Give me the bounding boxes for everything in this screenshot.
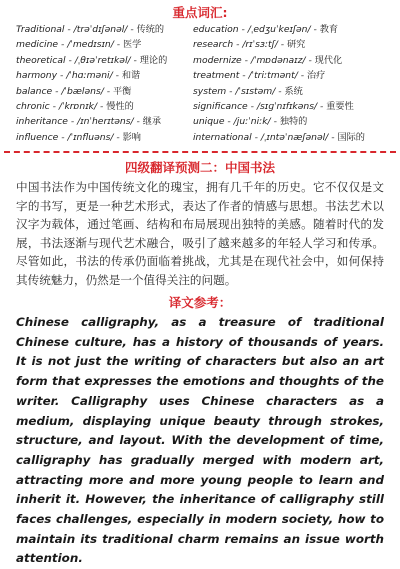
vocab-item: medicine - /ˈmedɪsɪn/ - 医学: [16, 39, 142, 51]
vocab-meaning: 治疗: [306, 70, 326, 82]
vocab-item: system - /ˈsɪstəm/ - 系统: [193, 85, 303, 97]
vocab-item: research - /rɪˈsɜːtʃ/ - 研究: [193, 39, 306, 51]
vocab-meaning: 研究: [286, 39, 306, 51]
vocab-meaning: 现代化: [314, 54, 343, 66]
vocab-item: significance - /sɪɡˈnɪfɪkəns/ - 重要性: [193, 101, 354, 113]
vocab-item: Traditional - /trəˈdɪʃənəl/ - 传统的: [16, 24, 165, 35]
vocab-item: influence - /ˈɪnfluəns/ - 影响: [16, 131, 141, 143]
vocab-item: modernize - /ˈmɒdənaɪz/ - 现代化: [193, 54, 343, 66]
vocab-word: research: [193, 39, 234, 51]
vocab-word: medicine: [16, 39, 59, 51]
vocab-meaning: 医学: [122, 39, 142, 51]
vocab-word: system: [193, 85, 227, 97]
vocab-phonetic: /ˈsɪstəm/: [235, 85, 276, 97]
vocab-item: unique - /juːˈniːk/ - 独特的: [193, 116, 308, 128]
vocab-word: theoretical: [16, 54, 66, 66]
vocab-list: [16, 22, 386, 145]
vocab-phonetic: /ˈmɒdənaɪz/: [250, 54, 306, 66]
vocab-meaning: 和谐: [121, 70, 141, 82]
vocab-word: treatment: [193, 70, 240, 82]
vocab-phonetic: /ˈhɑːməni/: [66, 70, 113, 82]
vocab-item: harmony - /ˈhɑːməni/ - 和谐: [16, 70, 141, 82]
vocab-word: unique: [193, 116, 225, 128]
vocab-meaning: 系统: [284, 85, 303, 97]
reference-heading: 译文参考：: [168, 295, 232, 310]
vocab-word: chronic: [16, 101, 50, 113]
vocab-heading: 重点词汇:: [172, 5, 228, 20]
vocab-item: chronic - /ˈkrɒnɪk/ - 慢性的: [16, 101, 134, 113]
vocab-word: harmony: [16, 70, 58, 82]
vocab-phonetic: /ɪnˈherɪtəns/: [77, 116, 134, 128]
vocab-phonetic: /ˈmedɪsɪn/: [67, 39, 114, 51]
vocab-meaning: 继承: [142, 116, 162, 128]
vocab-meaning: 慢性的: [106, 101, 134, 113]
vocab-word: balance: [16, 85, 53, 97]
vocab-word: significance: [193, 101, 248, 113]
vocab-phonetic: /juːˈniːk/: [233, 116, 271, 128]
vocab-item: inheritance - /ɪnˈherɪtəns/ - 继承: [16, 116, 162, 128]
vocab-meaning: 国际的: [337, 131, 365, 143]
vocab-phonetic: /ˌθɪəˈretɪkəl/: [74, 54, 131, 66]
vocab-meaning: 理论的: [139, 54, 168, 66]
vocab-word: international: [193, 131, 252, 143]
english-passage: Chinese calligraphy, as a treasure of traditional Chinese culture, has a history of thousands of years. It is not just the writing of characters but also an art form that expresses the emotions and thoughts of the writer. Calligraphy uses Chinese characters as a medium, displaying unique beauty through strokes, structure, and layout. With the development of time, calligraphy has gradually merged with modern art, attracting more and more young people to learn and inherit it. However, the inheritance of calligraphy still faces challenges, especially in modern society, how to maintain its traditional charm remains an issue worth attention.: [16, 315, 384, 566]
vocab-phonetic: /ˌedʒuˈkeɪʃən/: [247, 24, 311, 35]
vocab-word: education: [193, 24, 239, 35]
vocab-item: treatment - /ˈtriːtmənt/ - 治疗: [193, 70, 326, 82]
vocab-phonetic: /ˈɪnfluəns/: [67, 131, 114, 143]
vocab-phonetic: /sɪɡˈnɪfɪkəns/: [256, 101, 318, 113]
vocab-phonetic: /rɪˈsɜːtʃ/: [242, 39, 278, 51]
vocab-meaning: 重要性: [326, 101, 354, 113]
vocab-meaning: 影响: [122, 131, 141, 143]
translation-heading: 四级翻译预测二：中国书法: [124, 160, 275, 175]
vocab-item: international - /ˌɪntəˈnæʃənəl/ - 国际的: [193, 131, 365, 143]
dashed-divider: [4, 151, 396, 153]
vocab-phonetic: /ˈbæləns/: [61, 85, 104, 97]
vocab-meaning: 传统的: [136, 24, 165, 35]
chinese-passage: 中国书法作为中国传统文化的瑰宝，拥有几千年的历史。它不仅仅是文字的书写，更是一种艺术形式，表达了作者的情感与思想。书法艺术以汉字为载体，通过笔画、结构和布局展现出独特的美感。随着时代的发展，书法逐渐与现代艺术融合，吸引了越来越多的年轻人学习和传承。尽管如此，书法的传承仍面临着挑战，尤其是在现代社会中，如何保持其传统魅力，仍然是一个值得关注的问题。: [16, 180, 384, 287]
vocab-meaning: 平衡: [113, 85, 132, 97]
vocab-meaning: 独特的: [279, 116, 308, 128]
vocab-word: Traditional: [16, 24, 65, 35]
vocab-phonetic: /ˈtriːtmənt/: [248, 70, 298, 82]
vocab-item: education - /ˌedʒuˈkeɪʃən/ - 教育: [193, 24, 339, 35]
vocab-meaning: 教育: [319, 24, 339, 35]
vocab-item: theoretical - /ˌθɪəˈretɪkəl/ - 理论的: [16, 54, 168, 66]
vocab-word: influence: [16, 131, 59, 143]
vocab-phonetic: /ˌɪntəˈnæʃənəl/: [260, 131, 329, 143]
vocab-phonetic: /ˈkrɒnɪk/: [58, 101, 98, 113]
vocab-word: modernize: [193, 54, 242, 66]
vocab-item: balance - /ˈbæləns/ - 平衡: [16, 85, 132, 97]
vocab-phonetic: /trəˈdɪʃənəl/: [73, 24, 128, 35]
vocab-word: inheritance: [16, 116, 68, 128]
